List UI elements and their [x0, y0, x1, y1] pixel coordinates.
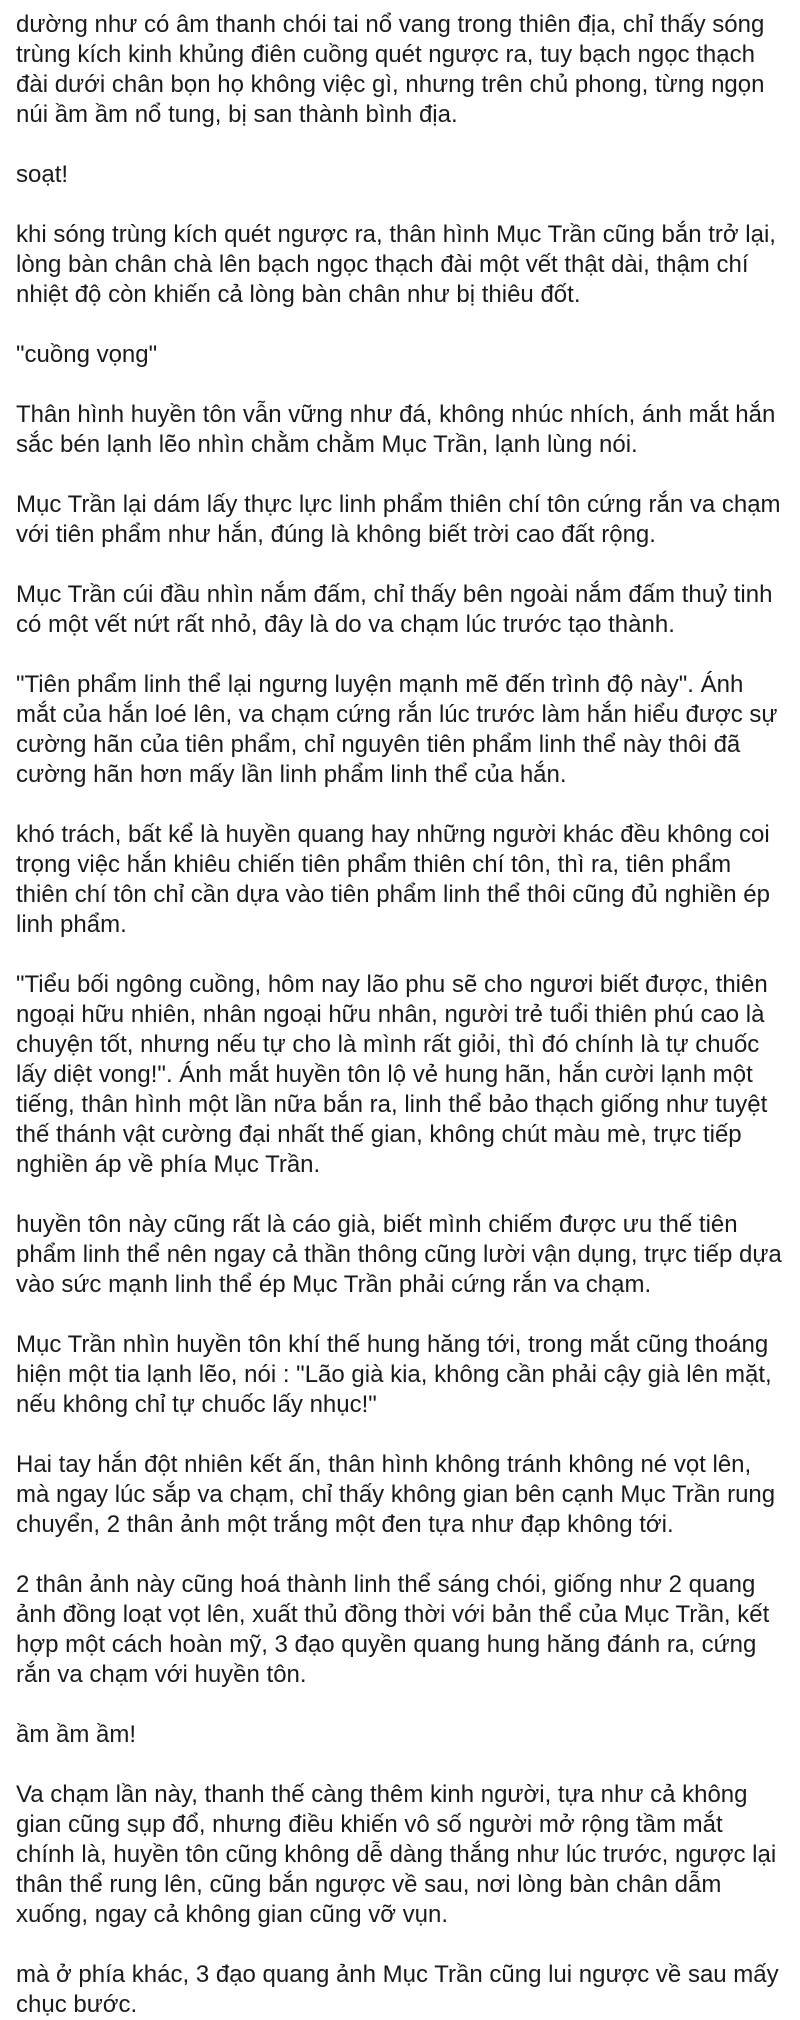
paragraph-8: "Tiên phẩm linh thể lại ngưng luyện mạnh mẽ đến trình độ này". Ánh mắt của hắn loé lên, va chạm cứng rắn lúc trước làm hắn hiểu được sự cường hãn của tiên phẩm, chỉ nguyên tiên phẩm linh thể này thôi đã cường hãn hơn mấy lần linh phẩm linh thể của hắn.: [16, 671, 778, 788]
paragraph-15: ầm ầm ầm!: [16, 1721, 137, 1748]
paragraph-10: "Tiểu bối ngông cuồng, hôm nay lão phu sẽ cho ngươi biết được, thiên ngoại hữu nhiên, nhân ngoại hữu nhân, người trẻ tuổi thiên phú cao là chuyện tốt, nhưng nếu tự cho là mình rất giỏi, thì đó chính là tự chuốc lấy diệt vong!". Ánh mắt huyền tôn lộ vẻ hung hãn, hắn cười lạnh một tiếng, thân hình một lần nữa bắn ra, linh thể bảo thạch giống như tuyệt thế thánh vật cường đại nhất thế gian, không chút màu mè, trực tiếp nghiền áp về phía Mục Trần.: [16, 971, 768, 1178]
paragraph-1: dường như có âm thanh chói tai nổ vang trong thiên địa, chỉ thấy sóng trùng kích kinh khủng điên cuồng quét ngược ra, tuy bạch ngọc thạch đài dưới chân bọn họ không việc gì, nhưng trên chủ phong, từng ngọn núi ầm ầm nổ tung, bị san thành bình địa.: [16, 11, 765, 128]
paragraph-11: huyền tôn này cũng rất là cáo già, biết mình chiếm được ưu thế tiên phẩm linh thể nên ngay cả thần thông cũng lười vận dụng, trực tiếp dựa vào sức mạnh linh thể ép Mục Trần phải cứng rắn va chạm.: [16, 1211, 782, 1298]
paragraph-17: mà ở phía khác, 3 đạo quang ảnh Mục Trần cũng lui ngược về sau mấy chục bước.: [16, 1961, 779, 2018]
paragraph-7: Mục Trần cúi đầu nhìn nắm đấm, chỉ thấy bên ngoài nắm đấm thuỷ tinh có một vết nứt rất nhỏ, đây là do va chạm lúc trước tạo thành.: [16, 581, 773, 638]
paragraph-9: khó trách, bất kể là huyền quang hay những người khác đều không coi trọng việc hắn khiêu chiến tiên phẩm thiên chí tôn, thì ra, tiên phẩm thiên chí tôn chỉ cần dựa vào tiên phẩm linh thể thôi cũng đủ nghiền ép linh phẩm.: [16, 821, 770, 938]
paragraph-16: Va chạm lần này, thanh thế càng thêm kinh người, tựa như cả không gian cũng sụp đổ, nhưng điều khiến vô số người mở rộng tầm mắt chính là, huyền tôn cũng không dễ dàng thắng như lúc trước, ngược lại thân thể rung lên, cũng bắn ngược về sau, nơi lòng bàn chân dẫm xuống, ngay cả không gian cũng vỡ vụn.: [16, 1781, 777, 1928]
paragraph-2: soạt!: [16, 161, 69, 188]
paragraph-3: khi sóng trùng kích quét ngược ra, thân hình Mục Trần cũng bắn trở lại, lòng bàn chân chà lên bạch ngọc thạch đài một vết thật dài, thậm chí nhiệt độ còn khiến cả lòng bàn chân như bị thiêu đốt.: [16, 221, 776, 308]
paragraph-12: Mục Trần nhìn huyền tôn khí thế hung hăng tới, trong mắt cũng thoáng hiện một tia lạnh lẽo, nói : "Lão già kia, không cần phải cậy già lên mặt, nếu không chỉ tự chuốc lấy nhục!": [16, 1331, 772, 1418]
paragraph-5: Thân hình huyền tôn vẫn vững như đá, không nhúc nhích, ánh mắt hắn sắc bén lạnh lẽo nhìn chằm chằm Mục Trần, lạnh lùng nói.: [16, 401, 776, 458]
paragraph-6: Mục Trần lại dám lấy thực lực linh phẩm thiên chí tôn cứng rắn va chạm với tiên phẩm như hắn, đúng là không biết trời cao đất rộng.: [16, 491, 781, 548]
paragraph-4: "cuồng vọng": [16, 341, 158, 368]
paragraph-14: 2 thân ảnh này cũng hoá thành linh thể sáng chói, giống như 2 quang ảnh đồng loạt vọt lên, xuất thủ đồng thời với bản thể của Mục Trần, kết hợp một cách hoàn mỹ, 3 đạo quyền quang hung hăng đánh ra, cứng rắn va chạm với huyền tôn.: [16, 1571, 770, 1688]
paragraph-13: Hai tay hắn đột nhiên kết ấn, thân hình không tránh không né vọt lên, mà ngay lúc sắp va chạm, chỉ thấy không gian bên cạnh Mục Trần rung chuyển, 2 thân ảnh một trắng một đen tựa như đạp không tới.: [16, 1451, 776, 1538]
